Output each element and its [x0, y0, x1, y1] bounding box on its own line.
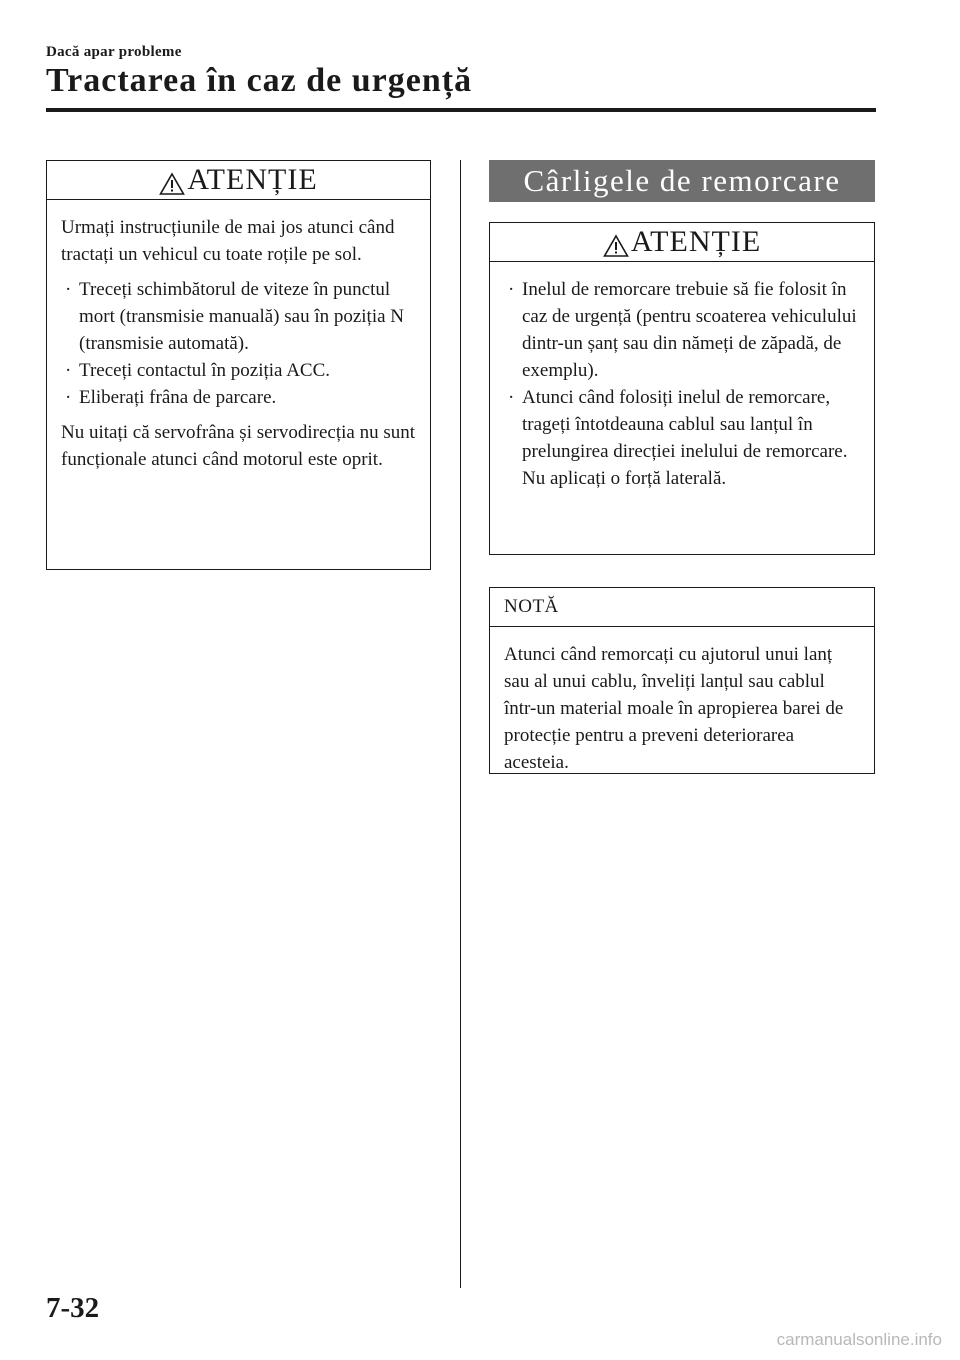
warning-triangle-icon — [603, 230, 629, 254]
right-caution-box — [489, 222, 875, 555]
list-item: · Treceți schimbătorul de viteze în punctul mort (transmisie manuală) sau în poziția N (transmisie automată). — [65, 279, 405, 354]
caution-body — [490, 262, 874, 514]
left-caution-box — [46, 160, 431, 570]
title-rule — [46, 108, 876, 112]
warning-triangle-icon — [159, 168, 185, 192]
note-text: Atunci când remorcați cu ajutorul unui lanț sau al unui cablu, înveliți lanțul sau cablul într-un material moale în apropierea barei de protecție pentru a preveni deteriorarea acesteia. — [504, 644, 844, 773]
caution-body — [47, 200, 430, 487]
section-banner: Cârligele de remorcare — [489, 160, 875, 202]
list-item-text: Inelul de remorcare trebuie să fie folosit în caz de urgență (pentru scoaterea vehiculului dintr-un șanț sau din nămeți de zăpadă, de exemplu). — [522, 279, 857, 381]
caution-list — [504, 276, 860, 492]
caution-heading: ATENȚIE — [630, 225, 762, 258]
page-number: 7-32 — [46, 1292, 100, 1324]
caution-outro: Nu uitați că servofrâna și servodirecția nu sunt funcționale atunci când motorul este oprit. — [61, 422, 416, 470]
note-heading: NOTĂ — [490, 588, 874, 627]
column-divider — [460, 160, 461, 1288]
list-item: · Atunci când folosiți inelul de remorcare, trageți întotdeauna cablul sau lanțul în prelungirea direcției inelului de remorcare. Nu aplicați o forță laterală. — [508, 387, 848, 489]
list-item: · Eliberați frâna de parcare. — [65, 387, 277, 408]
caution-header — [47, 161, 430, 200]
page-title: Tractarea în caz de urgență — [46, 62, 473, 99]
caution-heading: ATENȚIE — [187, 163, 318, 196]
chapter-label: Dacă apar probleme — [46, 44, 182, 60]
caution-intro: Urmați instrucțiunile de mai jos atunci când tractați un vehicul cu toate roțile pe sol. — [61, 217, 395, 265]
watermark: carmanualsonline.info — [776, 1330, 942, 1349]
list-item-text: Treceți schimbătorul de viteze în punctul mort (transmisie manuală) sau în poziția N (transmisie automată). — [79, 279, 405, 354]
caution-list — [61, 276, 416, 411]
list-item-text: Eliberați frâna de parcare. — [79, 387, 277, 408]
note-box — [489, 587, 875, 774]
list-item-text: Treceți contactul în poziția ACC. — [79, 360, 331, 381]
note-body — [490, 627, 874, 790]
caution-header — [490, 223, 874, 262]
list-item-text: Atunci când folosiți inelul de remorcare, trageți întotdeauna cablul sau lanțul în prelungirea direcției inelului de remorcare. Nu aplicați o forță laterală. — [522, 387, 848, 489]
list-item: · Inelul de remorcare trebuie să fie folosit în caz de urgență (pentru scoaterea vehiculului dintr-un șanț sau din nămeți de zăpadă, de exemplu). — [508, 279, 857, 381]
list-item: · Treceți contactul în poziția ACC. — [65, 360, 331, 381]
